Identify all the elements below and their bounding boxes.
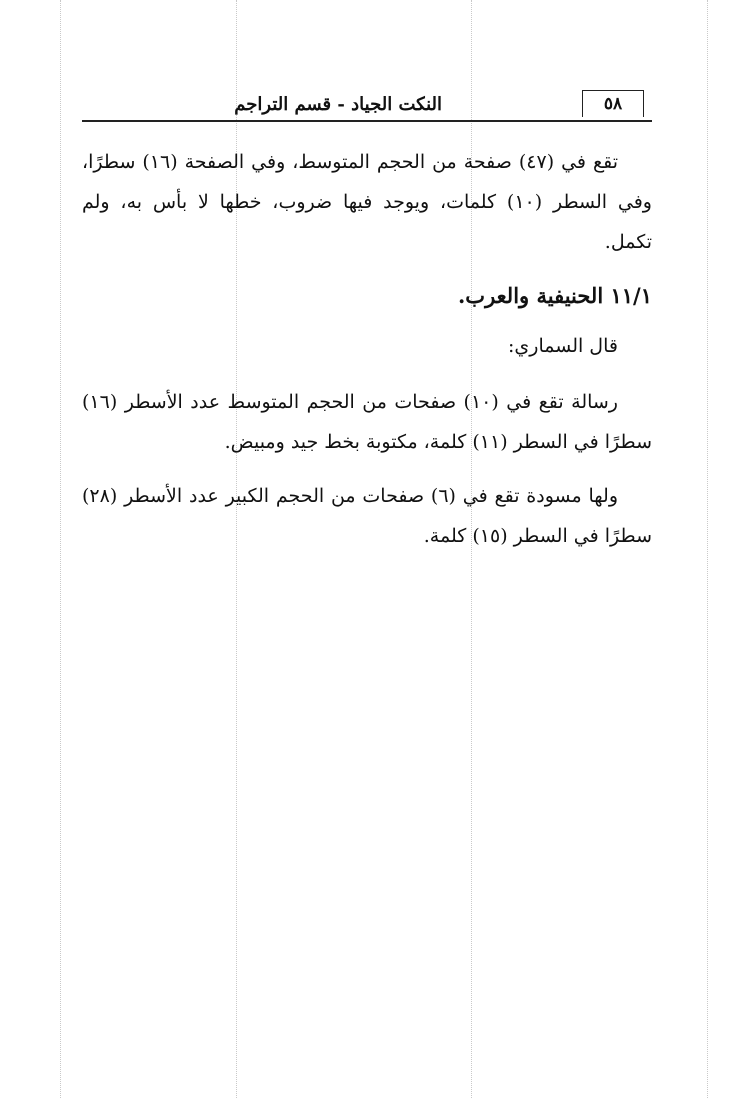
section-heading: ١١/١ الحنيفية والعرب.	[458, 283, 652, 308]
book-page	[82, 86, 652, 570]
paragraph-treatise-description: رسالة تقع في (١٠) صفحات من الحجم المتوسط عدد الأسطر (١٦) سطرًا في السطر (١١) كلمة، مكتوبة بخط جيد ومبيض.	[82, 391, 652, 453]
scan-artifact-line	[707, 0, 708, 1098]
paragraph-draft-description: ولها مسودة تقع في (٦) صفحات من الحجم الكبير عدد الأسطر (٢٨) سطرًا في السطر (١٥) كلمة.	[82, 485, 652, 547]
paragraph-manuscript-description: تقع في (٤٧) صفحة من الحجم المتوسط، وفي الصفحة (١٦) سطرًا، وفي السطر (١٠) كلمات، ويوجد فيها ضروب، خطها لا بأس به، ولم تكمل.	[82, 151, 652, 253]
running-title: النكت الجياد - قسم التراجم	[234, 94, 442, 115]
page-header	[82, 86, 652, 122]
page-number: ٥٨	[582, 90, 644, 117]
header-rule	[82, 120, 652, 122]
quote-intro: قال السماري:	[508, 335, 618, 357]
scan-artifact-line	[60, 0, 61, 1098]
page-body	[82, 142, 652, 556]
